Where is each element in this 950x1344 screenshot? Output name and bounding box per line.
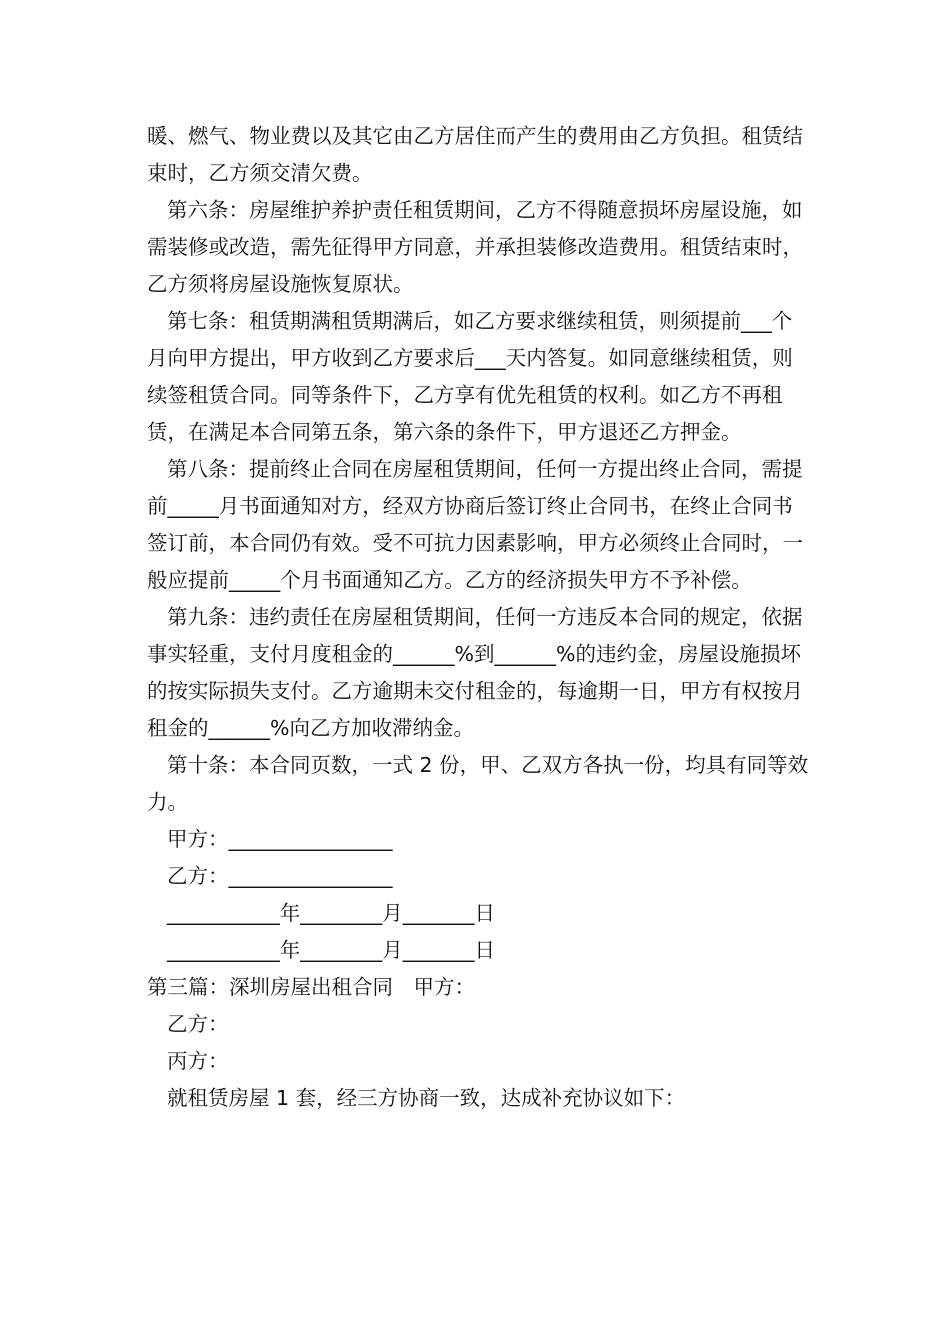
signature-party-a: 甲方：________________ [167,827,393,851]
signature-date-2: ___________年________月_______日 [167,938,495,962]
signature-date-1: ___________年________月_______日 [167,901,495,925]
agreement-intro-line: 就租赁房屋 1 套，经三方协商一致，达成补充协议如下： [167,1086,686,1110]
paragraph-article-6: 第六条：房屋维护养护责任租赁期间，乙方不得随意损坏房屋设施，如需装修或改造，需先征得甲方同意，并承担装修改造费用。租赁结束时，乙方须将房屋设施恢复原状。 [147,198,803,296]
party-c-line: 丙方： [167,1049,229,1073]
paragraph-article-7: 第七条：租赁期满租赁期满后，如乙方要求继续租赁，则须提前___个月向甲方提出，甲方收到乙方要求后___天内答复。如同意继续租赁，则续签租赁合同。同等条件下，乙方享有优先租赁的权利。如乙方不再租赁，在满足本合同第五条，第六条的条件下，甲方退还乙方押金。 [147,309,793,444]
paragraph-article-9: 第九条：违约责任在房屋租赁期间，任何一方违反本合同的规定，依据事实轻重，支付月度租金的______%到______%的违约金，房屋设施损坏的按实际损失支付。乙方逾期未交付租金的，每逾期一日，甲方有权按月租金的______%向乙方加收滞纳金。 [147,605,803,740]
document-body [147,118,812,1117]
paragraph-article-10: 第十条：本合同页数，一式 2 份，甲、乙双方各执一份，均具有同等效力。 [147,753,809,814]
signature-party-b: 乙方：________________ [167,864,393,888]
party-b-line: 乙方： [167,1012,229,1036]
paragraph-utilities: 暖、燃气、物业费以及其它由乙方居住而产生的费用由乙方负担。租赁结束时，乙方须交清欠费。 [147,124,803,185]
section-heading: 第三篇：深圳房屋出租合同 甲方： [147,975,475,999]
paragraph-article-8: 第八条：提前终止合同在房屋租赁期间，任何一方提出终止合同，需提前_____月书面通知对方，经双方协商后签订终止合同书，在终止合同书签订前，本合同仍有效。受不可抗力因素影响，甲方必须终止合同时，一般应提前_____个月书面通知乙方。乙方的经济损失甲方不予补偿。 [147,457,803,592]
